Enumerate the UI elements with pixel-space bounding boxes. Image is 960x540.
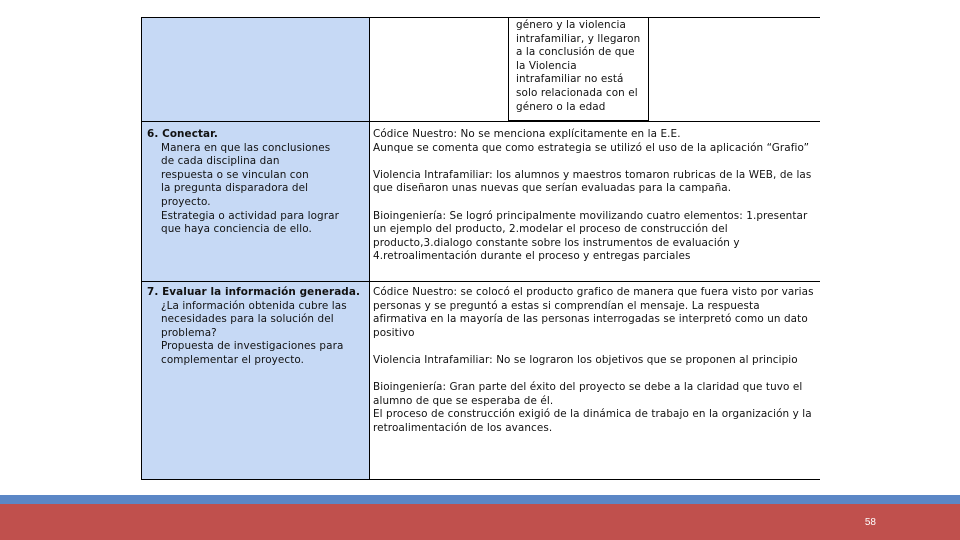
row-top-right-cell	[508, 17, 648, 121]
row-connect-line: la pregunta disparadora del	[161, 182, 309, 195]
row-connect-line: que haya conciencia de ello.	[161, 223, 312, 236]
row-connect-paragraph: Violencia Intrafamiliar: los alumnos y maestros tomaron rubricas de la WEB, de las que diseñaron unas nuevas que serían evaluadas para la campaña.	[373, 168, 812, 195]
table-border-left	[141, 17, 142, 480]
column-divider-1	[369, 17, 370, 480]
row-evaluate-content-cell	[369, 281, 820, 480]
row-connect-line: Manera en que las conclusiones	[161, 141, 331, 154]
row-connect-paragraph: Códice Nuestro: No se menciona explícitamente en la E.E.	[373, 128, 681, 140]
row-connect-line: de cada disciplina dan	[161, 155, 280, 168]
row-connect-line: proyecto.	[161, 195, 211, 208]
row-evaluate-paragraph: Violencia Intrafamiliar: No se lograron los objetivos que se proponen al principio	[373, 353, 798, 366]
row-evaluate-line: ¿La información obtenida cubre las	[161, 299, 347, 312]
row-evaluate-line: necesidades para la solución del	[161, 313, 334, 326]
row-connect-paragraph: Aunque se comenta que como estrategia se utilizó el uso de la aplicación “Grafio”	[373, 141, 810, 154]
row-divider-2	[141, 281, 820, 282]
row-top-left-cell	[141, 17, 369, 121]
footer-bar	[0, 504, 960, 540]
row-connect-heading: 6. Conectar.	[147, 128, 218, 140]
row-connect-paragraph: Bioingeniería: Se logró principalmente movilizando cuatro elementos: 1.presentar un ejemplo del producto, 2.modelar el proceso de construcción del producto,3.dialogo constante sobre los instrumentos de evaluación y 4.retroalimentación durante el proceso y entregas parciales	[373, 209, 808, 263]
content-table	[141, 17, 820, 480]
page-number: 58	[864, 517, 876, 528]
row-connect-content-cell	[369, 121, 820, 281]
footer-accent-bar	[0, 495, 960, 504]
row-connect-line: respuesta o se vinculan con	[161, 168, 309, 181]
row-evaluate-paragraph: Bioingeniería: Gran parte del éxito del proyecto se debe a la claridad que tuvo el alumno de que se esperaba de él.	[373, 381, 803, 407]
row-connect-left-cell	[141, 121, 369, 281]
row-evaluate-paragraph: El proceso de construcción exigió de la dinámica de trabajo en la organización y la retroalimentación de los avances.	[373, 408, 812, 434]
row-connect-line: Estrategia o actividad para lograr	[161, 209, 339, 222]
table-border-bottom	[141, 479, 820, 480]
row-evaluate-left-cell	[141, 281, 369, 480]
column-divider-2	[508, 17, 509, 121]
row-evaluate-heading: 7. Evaluar la información generada.	[147, 286, 360, 298]
table-border-top	[141, 17, 820, 18]
row-top-spacer	[648, 17, 820, 121]
row-evaluate-line: complementar el proyecto.	[161, 353, 305, 366]
row-evaluate-paragraph: Códice Nuestro: se colocó el producto grafico de manera que fuera visto por varias personas y se preguntó a estas si comprendían el mensaje. La respuesta afirmativa en la mayoría de las personas interrogadas se interpretó como un dato positivo	[373, 286, 814, 339]
column-divider-3	[648, 17, 649, 121]
row-top-right-text: género y la violencia intrafamiliar, y llegaron a la conclusión de que la Violencia intrafamiliar no está solo relacionada con el género o la edad	[516, 19, 641, 113]
row-evaluate-line: Propuesta de investigaciones para	[161, 340, 344, 353]
row-evaluate-line: problema?	[161, 326, 217, 339]
row-divider-1	[141, 121, 820, 122]
row-top-middle-cell	[369, 17, 508, 121]
